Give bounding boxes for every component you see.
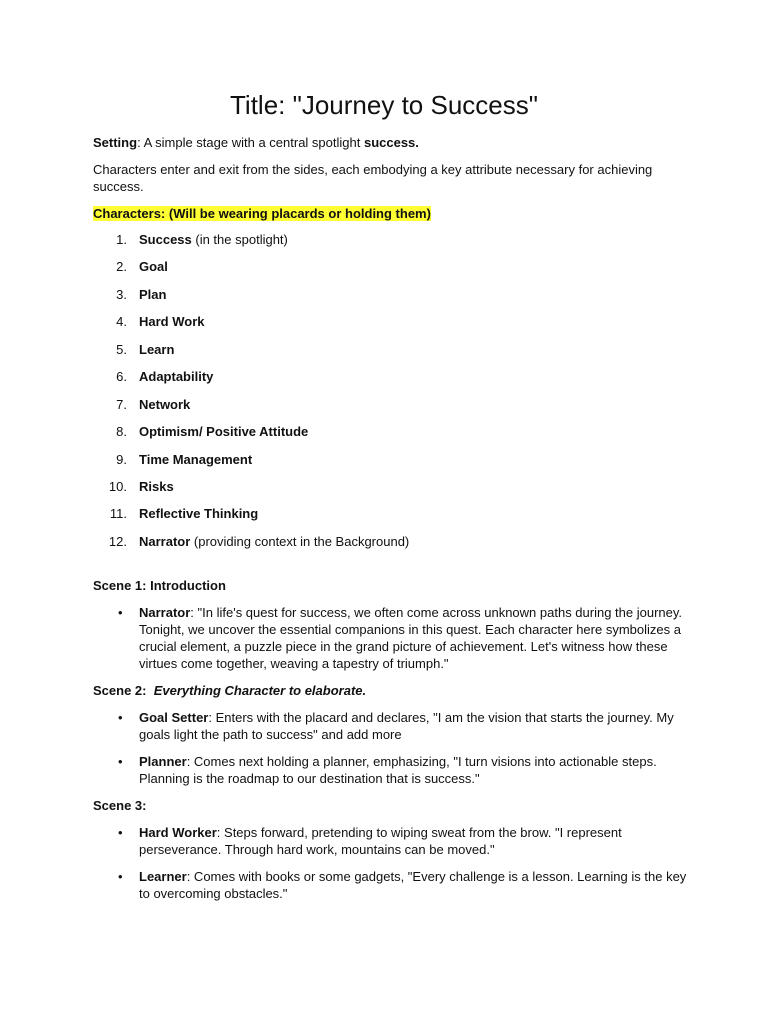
speaker-name: Narrator	[139, 604, 191, 620]
list-item	[93, 451, 693, 468]
speaker-name: Planner	[139, 753, 187, 769]
scene3-list	[93, 824, 693, 902]
setting-text: : A simple stage with a central spotlight	[137, 135, 364, 150]
speaker-name: Learner	[139, 868, 187, 884]
list-item	[93, 423, 693, 440]
list-number: 1.	[116, 232, 127, 247]
list-item	[93, 478, 693, 495]
bullet-icon: •	[118, 753, 123, 769]
list-item	[93, 286, 693, 303]
character-name: Learn	[139, 341, 175, 357]
character-note: (providing context in the Background)	[190, 533, 410, 549]
speaker-text: : "In life's quest for success, we often come across unknown paths during the journey. Tonight, we uncover the essential companions in this quest. Each character here symbolizes a crucial element, a puzzle piece in the grand picture of achievement. Let's witness how these virtues come together, weaving a tapestry of triumph."	[139, 604, 683, 671]
list-item	[93, 258, 693, 275]
speaker-name: Goal Setter	[139, 709, 209, 725]
list-number: 7.	[116, 396, 127, 412]
character-name: Time Management	[139, 451, 253, 467]
list-number: 10.	[108, 478, 127, 494]
speaker-text: : Comes next holding a planner, emphasizing, "I turn visions into actionable steps. Planning is the roadmap to our destination that is success."	[139, 753, 657, 786]
list-number: 2.	[116, 259, 127, 275]
bullet-icon: •	[118, 824, 123, 840]
speaker-text: : Enters with the placard and declares, "I am the vision that starts the journey. My goals light the path to success" and add more	[139, 709, 674, 742]
bullet-icon: •	[118, 604, 123, 620]
list-number: 5.	[116, 341, 127, 357]
characters-heading: Characters: (Will be wearing placards or holding them)	[93, 206, 431, 221]
list-item	[93, 753, 693, 787]
scene2-list	[93, 709, 693, 787]
character-note: (in the spotlight)	[191, 232, 288, 247]
setting-label: Setting	[93, 135, 138, 150]
characters-heading-paragraph	[93, 205, 693, 222]
character-name: Reflective Thinking	[139, 506, 259, 522]
scene3-heading	[93, 797, 693, 814]
list-item	[93, 709, 693, 743]
list-item	[93, 824, 693, 858]
list-number: 12.	[108, 533, 127, 549]
intro-paragraph: Characters enter and exit from the sides, each embodying a key attribute necessary for achieving success.	[93, 162, 653, 194]
bullet-icon: •	[118, 868, 123, 884]
scene1-list	[93, 604, 693, 672]
speaker-text: : Steps forward, pretending to wiping sweat from the brow. "I represent perseverance. Through hard work, mountains can be moved."	[139, 824, 622, 857]
setting-bold-end: success.	[363, 135, 419, 150]
character-name: Success	[139, 232, 192, 247]
scene2-heading	[93, 682, 693, 699]
list-number: 9.	[116, 451, 127, 467]
list-item	[93, 396, 693, 413]
character-name: Plan	[139, 286, 167, 302]
list-item	[93, 505, 693, 522]
bullet-icon: •	[118, 709, 123, 725]
list-item	[93, 868, 693, 902]
character-name: Adaptability	[139, 369, 214, 385]
character-name: Hard Work	[139, 314, 205, 330]
scene2-subtitle: Everything Character to elaborate.	[153, 682, 367, 698]
character-name: Narrator	[139, 533, 191, 549]
character-name: Risks	[139, 478, 174, 494]
list-number: 11.	[109, 506, 127, 522]
list-item	[93, 341, 693, 358]
list-item	[93, 231, 693, 248]
character-name: Optimism/ Positive Attitude	[139, 424, 309, 440]
scene1-title: Scene 1: Introduction	[93, 577, 226, 593]
list-number: 6.	[116, 369, 127, 385]
scene3-title: Scene 3:	[93, 797, 147, 813]
speaker-name: Hard Worker	[139, 824, 217, 840]
scene1-heading	[93, 577, 693, 594]
speaker-text: : Comes with books or some gadgets, "Every challenge is a lesson. Learning is the key to overcoming obstacles."	[139, 868, 687, 901]
list-item	[93, 368, 693, 385]
list-item	[93, 313, 693, 330]
character-name: Network	[139, 396, 191, 412]
scene2-title: Scene 2:	[93, 682, 147, 698]
list-number: 3.	[116, 286, 127, 302]
list-number: 4.	[116, 314, 127, 330]
list-number: 8.	[116, 424, 127, 440]
page-title: Title: "Journey to Success"	[230, 90, 538, 120]
document-body	[93, 134, 693, 912]
list-item	[93, 533, 693, 550]
setting-paragraph	[93, 134, 693, 151]
characters-list	[93, 231, 693, 550]
character-name: Goal	[139, 259, 168, 275]
list-item	[93, 604, 693, 672]
